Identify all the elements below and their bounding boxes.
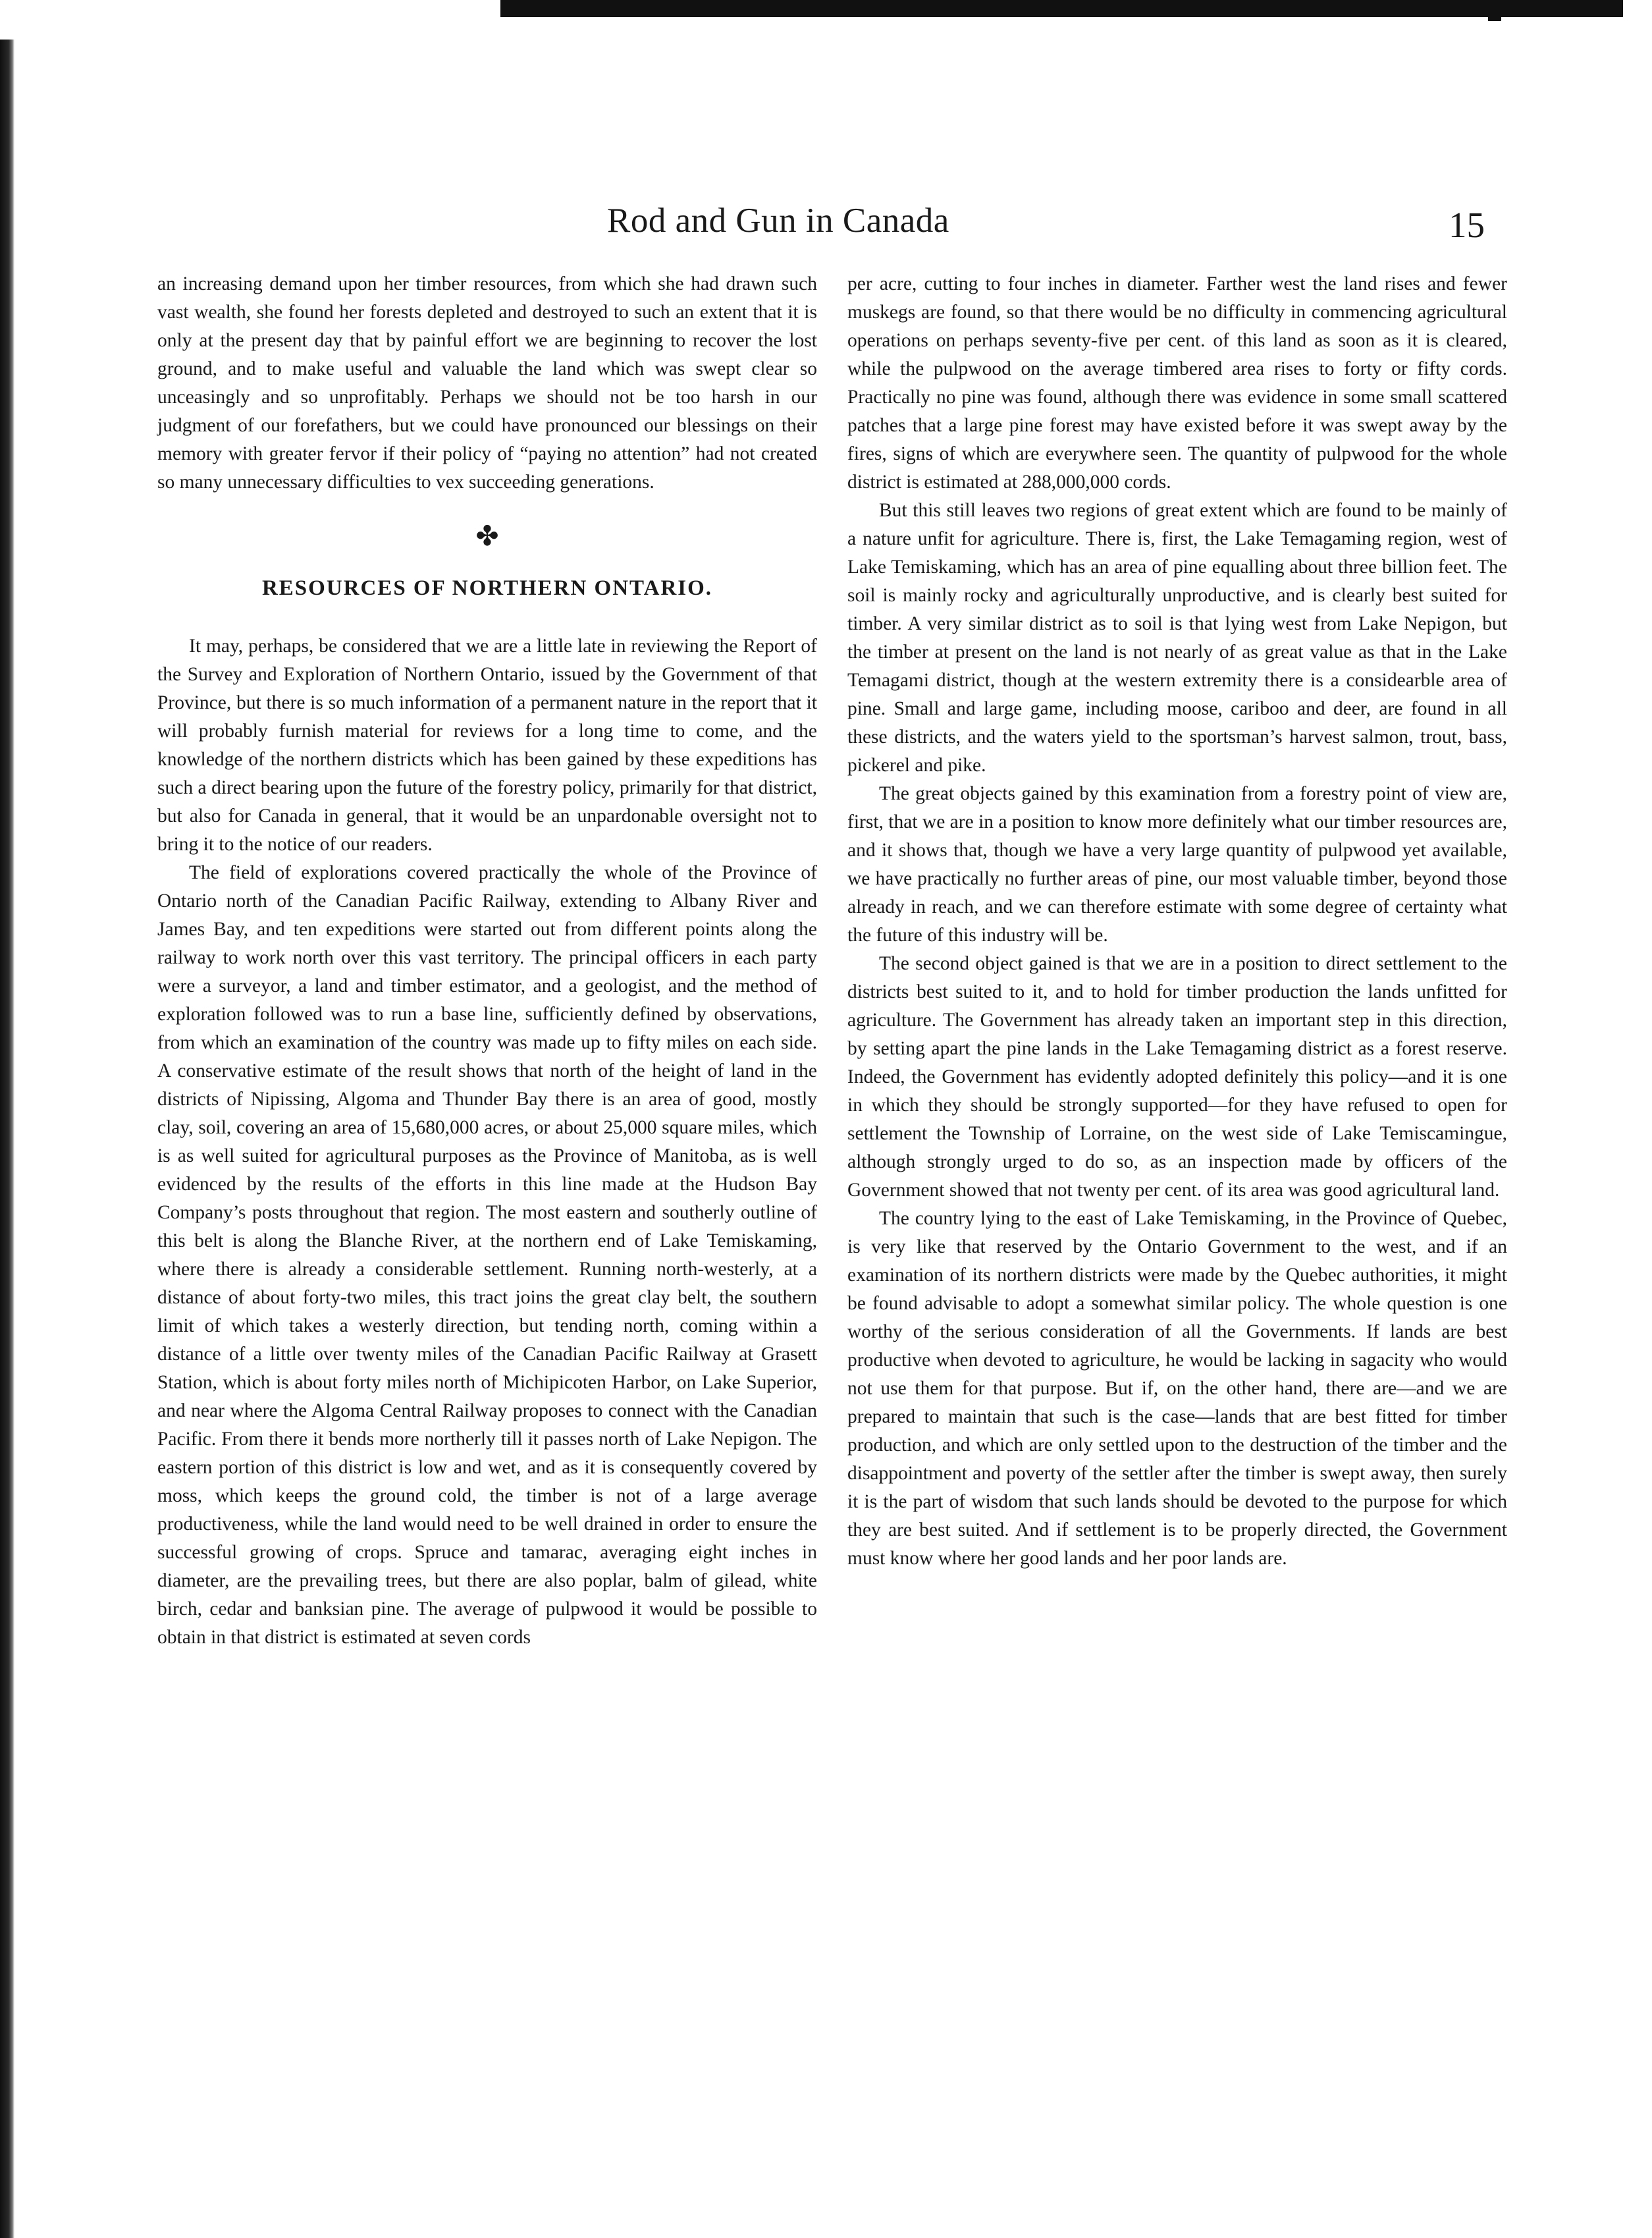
section-heading: RESOURCES OF NORTHERN ONTARIO.	[261, 576, 713, 600]
running-title: Rod and Gun in Canada	[607, 202, 949, 240]
article-paragraph: per acre, cutting to four inches in diameter. Farther west the land rises and fewer muskegs are found, so that there would be no difficulty in commencing agricultural operations on perhaps seventy-five per cent. of this land as soon as it is cleared, while the pulpwood on the average timbered area rises to forty or fifty cords. Practically no pine was found, although there was evidence in some small scattered patches that a large pine forest may have existed before it was swept away by the fires, signs of which are everywhere seen. The quantity of pulpwood for the whole district is estimated at 288,000,000 cords.	[847, 273, 1507, 493]
top-rule-mark	[1488, 17, 1501, 21]
page-edge-shadow	[0, 40, 14, 2238]
article-paragraph: But this still leaves two regions of great extent which are found to be mainly of a nature unfit for agriculture. There is, first, the Lake Temagaming region, west of Lake Temiskaming, which has an area of pine equalling about three billion feet. The soil is mainly rocky and agriculturally unproductive, and is clearly best suited for timber. A very similar district as to soil is that lying west from Lake Nepigon, but the timber at present on the land is not nearly of as great value as that in the Lake Temagami district, though at the western extremity there is a considearble area of pine. Small and large game, including moose, cariboo and deer, are found in all these districts, and the waters yield to the sportsman’s harvest salmon, trout, bass, pickerel and pike.	[847, 500, 1507, 776]
page-number: 15	[1449, 205, 1485, 245]
left-column	[157, 270, 817, 1652]
article-paragraph: The second object gained is that we are in a position to direct settlement to the districts best suited to it, and to hold for timber production the lands unfitted for agriculture. The Government has already taken an important step in this direction, by setting apart the pine lands in the Lake Temagaming district as a forest reserve. Indeed, the Government has evidently adopted definitely this policy—and it is one in which they should be strongly supported—for they have refused to open for settlement the Township of Lorraine, on the west side of Lake Temiscamingue, although strongly urged to do so, as an inspection made by officers of the Government showed that not twenty per cent. of its area was good agricultural land.	[847, 953, 1507, 1201]
article-paragraph: The field of explorations covered practically the whole of the Province of Ontario north of the Canadian Pacific Railway, extending to Albany River and James Bay, and ten expeditions were started out from different points along the railway to work north over this vast territory. The principal officers in each party were a surveyor, a land and timber estimator, and a geologist, and the method of exploration followed was to run a base line, sufficiently defined by observations, from which an examination of the country was made up to fifty miles on each side. A conservative estimate of the result shows that north of the height of land in the districts of Nipissing, Algoma and Thunder Bay there is an area of good, mostly clay, soil, covering an area of 15,680,000 acres, or about 25,000 square miles, which is as well suited for agricultural purposes as the Province of Manitoba, as is well evidenced by the results of the efforts in this line made at the Hudson Bay Company’s posts throughout that region. The most eastern and southerly outline of this belt is along the Blanche River, at the northern end of Lake Temiskaming, where there is already a considerable settlement. Running north-westerly, at a distance of about forty-two miles, this tract joins the great clay belt, the southern limit of which takes a westerly direction, but tending north, coming within a distance of a little over twenty miles of the Canadian Pacific Railway at Grasett Station, which is about forty miles north of Michipicoten Harbor, on Lake Superior, and near where the Algoma Central Railway proposes to connect with the Canadian Pacific. From there it bends more northerly till it passes north of Lake Nepigon. The eastern portion of this district is low and wet, and as it is consequently covered by moss, which keeps the ground cold, the timber is not of a large average productiveness, while the land would need to be well drained in order to ensure the successful growing of crops. Spruce and tamarac, averaging eight inches in diameter, are the prevailing trees, but there are also poplar, balm of gilead, white birch, cedar and banksian pine. The average of pulpwood it would be possible to obtain in that district is estimated at seven cords	[157, 862, 817, 1648]
article-paragraph: It may, perhaps, be considered that we are a little late in reviewing the Report of the Survey and Exploration of Northern Ontario, issued by the Government of that Province, but there is so much information of a permanent nature in the report that it will probably furnish material for reviews for a long time to come, and the knowledge of the northern districts which has been gained by these expeditions has such a direct bearing upon the future of the forestry policy, primarily for that district, but also for Canada in general, that it would be an unpardonable oversight not to bring it to the notice of our readers.	[157, 636, 817, 855]
continued-paragraph: an increasing demand upon her timber resources, from which she had drawn such vast wealth, she found her forests depleted and destroyed to such an extent that it is only at the present day that by painful effort we are beginning to recover the lost ground, and to make useful and valuable the land which was swept clear so unceasingly and so unprofitably. Perhaps we should not be too harsh in our judgment of our forefathers, but we could have pronounced our blessings on their memory with greater fervor if their policy of “paying no attention” had not created so many unnecessary difficulties to vex succeeding generations.	[157, 273, 817, 493]
top-rule	[500, 0, 1623, 17]
ornament-icon: ✤	[475, 522, 499, 552]
article-paragraph: The country lying to the east of Lake Temiskaming, in the Province of Quebec, is very like that reserved by the Ontario Government to the west, and if an examination of its northern districts were made by the Quebec authorities, it might be found advisable to adopt a somewhat similar policy. The whole question is one worthy of the serious consideration of all the Governments. If lands are best productive when devoted to agriculture, he would be lacking in sagacity who would not use them for that purpose. But if, on the other hand, there are—and we are prepared to maintain that such is the case—lands that are best fitted for timber production, and which are only settled upon to the destruction of the timber and the disappointment and poverty of the settler after the timber is swept away, then surely it is the part of wisdom that such lands should be devoted to the purpose for which they are best suited. And if settlement is to be properly directed, the Government must know where her good lands and her poor lands are.	[847, 1208, 1507, 1569]
right-column	[847, 270, 1507, 1573]
article-paragraph: The great objects gained by this examination from a forestry point of view are, first, that we are in a position to know more definitely what our timber resources are, and it shows that, though we have a very large quantity of pulpwood yet available, we have practically no further areas of pine, our most valuable timber, beyond those already in reach, and we can therefore estimate with some degree of certainty what the future of this industry will be.	[847, 783, 1507, 946]
